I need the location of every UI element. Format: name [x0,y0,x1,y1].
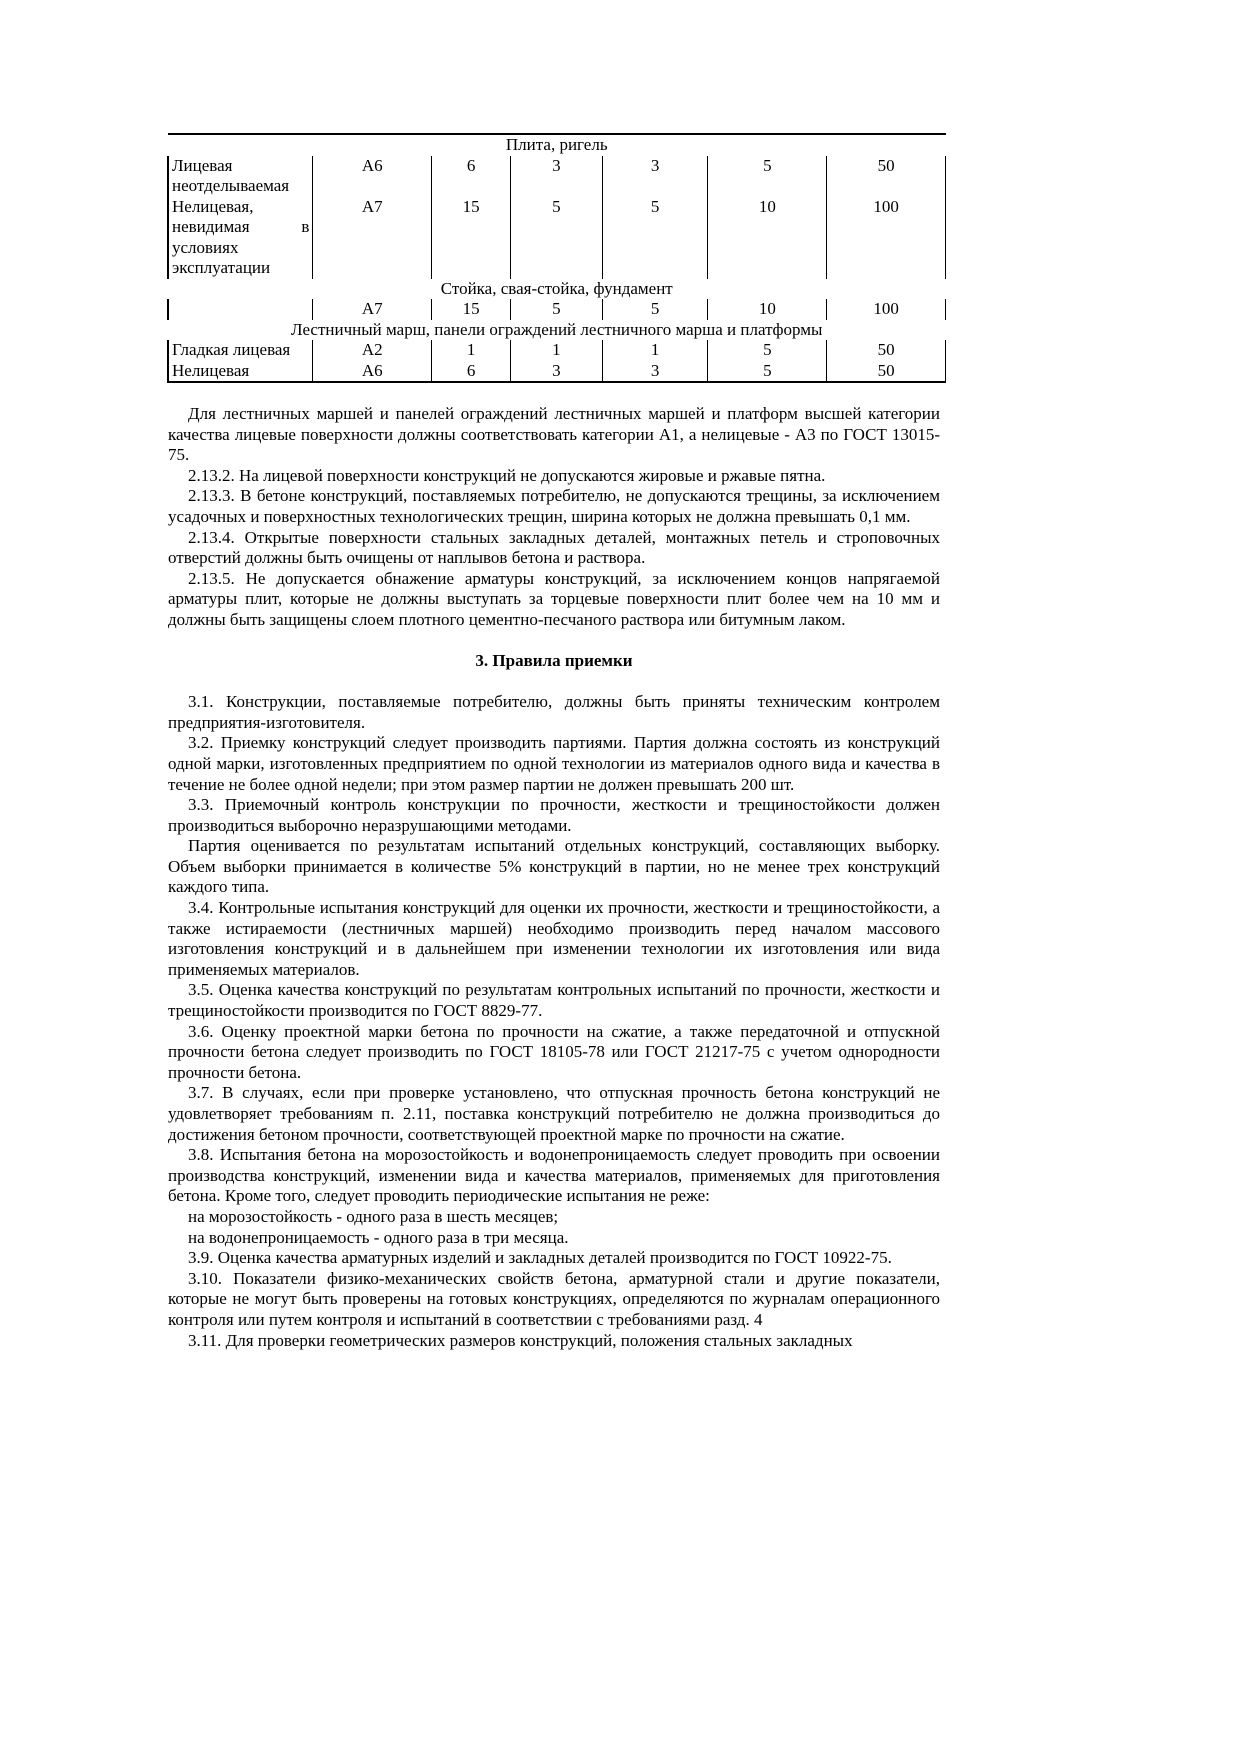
table-cell: 15 [432,299,511,320]
table-cell: 5 [510,197,602,279]
surface-type-cell: Нелицевая [168,361,313,383]
table-section-title: Стойка, свая-стойка, фундамент [440,278,673,298]
surface-type-cell: Нелицевая, невидимая в условиях эксплуатации [168,197,313,279]
table-section-title: Плита, ригель [168,134,946,156]
paragraph: Партия оценивается по результатам испытаний отдельных конструкций, составляющих выборку. Объем выборки принимается в количестве 5% конструкций в партии, но не менее трех конструкций каждого типа. [168,836,940,897]
table-row [168,340,946,361]
table-cell: 10 [708,197,827,279]
table-cell: 6 [432,361,511,383]
table-cell: 1 [602,340,708,361]
table-cell: 3 [510,156,602,197]
table-cell: 5 [510,299,602,320]
paragraph: 3.4. Контрольные испытания конструкций для оценки их прочности, жесткости и трещиностойкости, а также истираемости (лестничных маршей) необходимо производить перед началом массового изготовления конструкций и в дальнейшем при изменении технологии их изготовления или вида применяемых материалов. [168,898,940,979]
paragraph: 3.9. Оценка качества арматурных изделий и закладных деталей производится по ГОСТ 10922-75. [188,1248,892,1268]
document-body [168,404,940,1351]
table-cell: 50 [827,340,946,361]
surface-type-cell: Гладкая лицевая [168,340,313,361]
table-cell: 100 [827,197,946,279]
table-cell: А2 [313,340,432,361]
paragraph: 2.13.3. В бетоне конструкций, поставляемых потребителю, не допускаются трещины, за исключением усадочных и поверхностных технологических трещин, ширина которых не должна превышать 0,1 мм. [168,486,940,526]
paragraph: 3.8. Испытания бетона на морозостойкость и водонепроницаемость следует проводить при освоении производства конструкций, изменении вида и качества материалов, применяемых для приготовления бетона. Кроме того, следует проводить периодические испытания не реже: [168,1145,940,1206]
table-cell: А7 [313,299,432,320]
table-section-row [168,320,946,341]
table-cell: 3 [602,361,708,383]
table-cell: 1 [432,340,511,361]
table-row [168,299,946,320]
paragraph: 3.7. В случаях, если при проверке установлено, что отпускная прочность бетона конструкций не удовлетворяет требованиям п. 2.11, поставка конструкций потребителю не должна производиться до достижения бетоном прочности, соответствующей проектной марке по прочности на сжатие. [168,1083,940,1144]
table-section-row [168,134,946,156]
paragraph: 3.3. Приемочный контроль конструкции по прочности, жесткости и трещиностойкости должен производиться выборочно неразрушающими методами. [168,795,940,835]
paragraph: 3.6. Оценку проектной марки бетона по прочности на сжатие, а также передаточной и отпускной прочности бетона следует производить по ГОСТ 18105-78 или ГОСТ 21217-75 с учетом однородности прочности бетона. [168,1021,940,1082]
table-cell: 5 [708,156,827,197]
table-row [168,197,946,279]
paragraph: 3.10. Показатели физико-механических свойств бетона, арматурной стали и другие показатели, которые не могут быть проверены на готовых конструкциях, определяются по журналам операционного контроля или путем контроля и испытаний в соответствии с требованиями разд. 4 [168,1268,940,1329]
table-cell: 100 [827,299,946,320]
table-row [168,156,946,197]
table-cell: 1 [510,340,602,361]
table-cell: 3 [602,156,708,197]
table-cell: 6 [432,156,511,197]
table-cell: 5 [602,299,708,320]
paragraph: 2.13.5. Не допускается обнажение арматуры конструкций, за исключением концов напрягаемой арматуры плит, которые не должны выступать за торцевые поверхности плит более чем на 10 мм и должны быть защищены слоем плотного цементно-песчаного раствора или битумным лаком. [168,568,940,629]
table-cell: 5 [708,361,827,383]
table-cell: 50 [827,361,946,383]
paragraph: на водонепроницаемость - одного раза в три месяца. [188,1227,569,1247]
table-cell: 10 [708,299,827,320]
table-cell: 5 [708,340,827,361]
table-section-title: Лестничный марш, панели ограждений лестничного марша и платформы [291,319,823,339]
paragraph: 2.13.2. На лицевой поверхности конструкций не допускаются жировые и ржавые пятна. [188,465,826,485]
table-cell: 3 [510,361,602,383]
paragraph: 3.1. Конструкции, поставляемые потребителю, должны быть приняты техническим контролем предприятия-изготовителя. [168,692,940,732]
section-heading: 3. Правила приемки [475,650,633,670]
table-cell: 50 [827,156,946,197]
paragraph: 3.5. Оценка качества конструкций по результатам контрольных испытаний по прочности, жесткости и трещиностойкости производится по ГОСТ 8829-77. [168,980,940,1021]
table-cell: 5 [602,197,708,279]
defects-table [167,133,946,383]
paragraph: на морозостойкость - одного раза в шесть месяцев; [188,1206,559,1226]
table-cell: А6 [313,156,432,197]
paragraph: Для лестничных маршей и панелей ограждений лестничных маршей и платформ высшей категории качества лицевые поверхности должны соответствовать категории А1, а нелицевые - А3 по ГОСТ 13015-75. [168,404,940,465]
table-row [168,361,946,383]
surface-type-cell [168,299,313,320]
paragraph: 2.13.4. Открытые поверхности стальных закладных деталей, монтажных петель и строповочных отверстий должны быть очищены от наплывов бетона и раствора. [168,527,940,568]
paragraph: 3.11. Для проверки геометрических размеров конструкций, положения стальных закладных [188,1330,853,1350]
table-cell: 15 [432,197,511,279]
table-section-row [168,279,946,300]
paragraph: 3.2. Приемку конструкций следует производить партиями. Партия должна состоять из конструкций одной марки, изготовленных предприятием по одной технологии из материалов одного вида и качества в течение не более одной недели; при этом размер партии не должен превышать 200 шт. [168,733,940,794]
table-cell: А6 [313,361,432,383]
table-cell: А7 [313,197,432,279]
surface-type-cell: Лицевая неотделываемая [168,156,313,197]
